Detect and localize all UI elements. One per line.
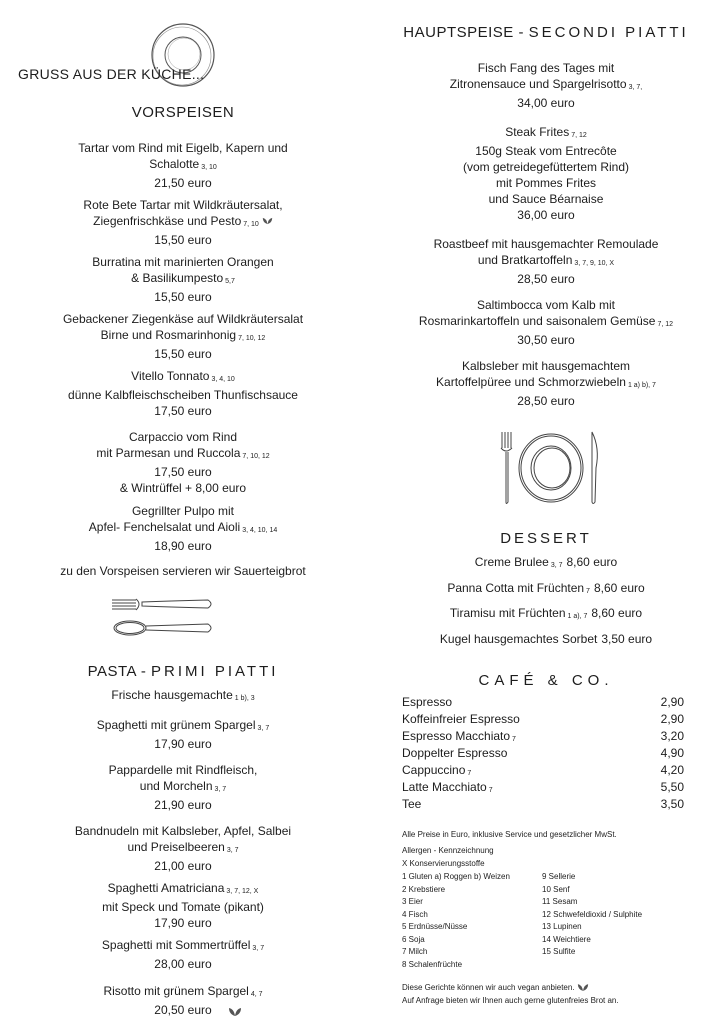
dish-line: Ziegenfrischkäse und Pesto 7, 10 — [18, 213, 348, 232]
pasta-subtitle-text: Frische hausgemachte — [111, 688, 233, 702]
allergen-code: 4, 7 — [250, 991, 263, 998]
hauptspeise-item — [388, 60, 704, 111]
vegan-note-text: Diese Gerichte können wir auch vegan anbieten. — [402, 983, 575, 992]
dish-price: 17,50 euro — [154, 465, 212, 479]
allergen-entry: 11 Sesam — [542, 897, 578, 906]
plate-icon — [496, 428, 606, 508]
dish-line: Pappardelle mit Rindfleisch, — [108, 763, 258, 777]
allergen-entry: 1 Gluten a) Roggen b) Weizen — [402, 872, 510, 881]
dish-line: & Basilikumpesto 5,7 — [131, 271, 235, 285]
gruss-heading: GRUSS AUS DER KÜCHE... — [18, 66, 205, 82]
dessert-name: Panna Cotta mit Früchten — [447, 581, 585, 595]
gluten-note: Auf Anfrage bieten wir Ihnen auch gerne glutenfreies Brot an. — [402, 996, 619, 1005]
dish-line: Zitronensauce und Spargelrisotto 3, 7, — [449, 77, 643, 91]
pasta-title — [18, 663, 348, 680]
allergen-code: 3, 7 — [252, 945, 265, 952]
cafe-name: Latte Macchiato — [402, 780, 487, 794]
dish-line: Fisch Fang des Tages mit — [477, 61, 615, 75]
allergen-code: 5,7 — [225, 278, 235, 285]
cafe-name-wrap — [402, 694, 452, 711]
cafe-name: Cappuccino — [402, 763, 466, 777]
dish-line: und Morcheln 3, 7 — [139, 779, 227, 793]
allergen-code: 3, 4, 10 — [211, 376, 235, 383]
dish-price: 20,50 euro — [154, 1003, 212, 1017]
allergen-code: 3, 7 — [214, 786, 227, 793]
allergen-entry: 5 Erdnüsse/Nüsse — [402, 922, 468, 931]
dish-line: Gebackener Ziegenkäse auf Wildkräutersalat — [62, 312, 304, 326]
dish-line: Risotto mit grünem Spargel 4, 7 — [103, 984, 263, 998]
allergen-entry: 7 Milch — [402, 947, 428, 956]
cafe-name: Koffeinfreier Espresso — [402, 712, 520, 726]
dish-line: dünne Kalbfleischscheiben Thunfischsauce — [68, 388, 298, 402]
allergen-code: 3, 7, 12, X — [226, 888, 259, 895]
cafe-name: Doppelter Espresso — [402, 746, 508, 760]
allergen-entry: 2 Krebstiere — [402, 884, 446, 894]
hauptspeise-item — [388, 124, 704, 223]
dish-line: Steak Frites 7, 12 — [505, 125, 587, 139]
hauptspeise-item — [388, 358, 704, 409]
dish-line: (vom getreidegefüttertem Rind) — [462, 160, 630, 174]
cafe-price: 2,90 — [660, 695, 684, 709]
dish-price: 17,90 euro — [154, 916, 212, 930]
dish-line: Roastbeef mit hausgemachter Remoulade — [433, 237, 659, 251]
dish-price: 17,90 euro — [154, 737, 212, 751]
dessert-price: 8,60 euro — [566, 555, 618, 569]
cafe-row — [402, 694, 684, 711]
bread-note: zu den Vorspeisen servieren wir Sauerteigbrot — [60, 564, 306, 578]
allergen-code: 3, 10 — [201, 164, 217, 171]
dish-line: und Preiselbeeren 3, 7 — [127, 840, 239, 854]
dessert-name: Tiramisu mit Früchten — [449, 606, 566, 620]
cafe-name-wrap — [402, 745, 507, 762]
allergen-code: 7 — [488, 787, 493, 794]
cafe-name: Espresso Macchiato — [402, 729, 511, 743]
dish-line: mit Speck und Tomate (pikant) — [102, 900, 264, 914]
cafe-name: Tee — [402, 797, 422, 811]
vorspeisen-title: VORSPEISEN — [131, 104, 235, 121]
dish-line: Rosmarinkartoffeln und saisonalem Gemüse 7, 12 — [418, 314, 674, 328]
dessert-price: 3,50 euro — [601, 632, 653, 646]
leaf-icon — [228, 1007, 242, 1017]
dish-line: mit Parmesan und Ruccola 7, 10, 12 — [96, 446, 270, 460]
dish-line: Birne und Rosmarinhonig 7, 10, 12 — [100, 328, 266, 342]
hauptspeise-item — [388, 297, 704, 348]
dish-line: Schalotte 3, 10 — [149, 157, 217, 171]
pasta-item — [18, 983, 348, 1018]
pasta-item — [18, 762, 348, 813]
dish-line: Rote Bete Tartar mit Wildkräutersalat, — [83, 198, 283, 212]
allergen-code: 3, 7, 9, 10, X — [574, 260, 615, 267]
dish-price: 15,50 euro — [154, 233, 212, 247]
dish-line: Kalbsleber mit hausgemachtem — [461, 359, 631, 373]
allergen-code: 7, 12 — [657, 321, 674, 328]
allergen-entry: 12 Schwefeldioxid / Sulphite — [542, 909, 643, 919]
dish-line: Gegrillter Pulpo mit — [131, 504, 235, 518]
allergen-entry: 14 Weichtiere — [542, 934, 591, 944]
allergen-code: 7, 12 — [571, 132, 587, 139]
vorspeisen-item — [18, 254, 348, 305]
allergen-entry: 10 Senf — [542, 884, 570, 894]
allergen-entry: 6 Soja — [402, 934, 425, 944]
allergen-legend — [402, 871, 702, 971]
allergen-entry: 15 Sulfite — [542, 947, 576, 956]
allergen-code: 3, 7 — [550, 562, 563, 569]
allergen-entry: 13 Lupinen — [542, 922, 582, 931]
dish-line: und Sauce Béarnaise — [488, 192, 604, 206]
dessert-title: DESSERT — [500, 530, 592, 547]
dish-line: Kartoffelpüree und Schmorzwiebeln 1 a) b), 7 — [436, 375, 656, 389]
allergen-code: 1 a), 7 — [567, 613, 588, 620]
dish-line: Burratina mit marinierten Orangen — [92, 255, 274, 269]
vorspeisen-item — [18, 197, 348, 248]
dessert-name: Creme Brulee — [474, 555, 549, 569]
dessert-item — [388, 580, 704, 599]
pasta-subtitle — [18, 687, 348, 706]
allergen-code: 7 — [586, 588, 590, 595]
allergen-code: 7, 10 — [243, 221, 259, 228]
pasta-item — [18, 823, 348, 874]
dessert-name: Kugel hausgemachtes Sorbet — [439, 632, 598, 646]
dessert-price: 8,60 euro — [593, 581, 645, 595]
dish-line: und Bratkartoffeln 3, 7, 9, 10, X — [477, 253, 615, 267]
cafe-name: Espresso — [402, 695, 453, 709]
dish-price: 30,50 euro — [517, 333, 575, 347]
allergen-col-1 — [402, 871, 542, 971]
dish-price: 28,50 euro — [517, 272, 575, 286]
allergen-entry: 3 Eier — [402, 897, 423, 906]
right-column — [388, 0, 704, 1024]
cafe-row — [402, 796, 684, 813]
dish-line: Apfel- Fenchelsalat und Aioli 3, 4, 10, 14 — [88, 520, 278, 534]
pasta-item — [18, 717, 348, 752]
allergen-code: 7 — [512, 736, 516, 743]
allergen-title: Allergen - Kennzeichnung — [402, 846, 494, 855]
cafe-name-wrap — [402, 796, 421, 813]
dish-line: Spaghetti mit grünem Spargel 3, 7 — [96, 718, 270, 732]
price-note: Alle Preise in Euro, inklusive Service und gesetzlicher MwSt. — [402, 830, 617, 839]
leaf-icon — [262, 217, 273, 225]
pasta-subtitle-allergens: 1 b), 3 — [234, 695, 255, 702]
cafe-price: 3,20 — [660, 729, 684, 743]
vorspeisen-item — [18, 368, 348, 419]
dish-line: Spaghetti mit Sommertrüffel 3, 7 — [101, 938, 265, 952]
pasta-item — [18, 880, 348, 931]
allergen-code: 3, 7 — [226, 847, 239, 854]
vorspeisen-item — [18, 503, 348, 554]
allergen-entry: 4 Fisch — [402, 909, 428, 919]
cutlery-icon — [108, 592, 218, 642]
dish-line: Carpaccio vom Rind — [128, 430, 238, 444]
dessert-price: 8,60 euro — [591, 606, 643, 620]
allergen-entry: 9 Sellerie — [542, 872, 576, 881]
dish-price: 34,00 euro — [517, 96, 575, 110]
dessert-item — [388, 554, 704, 573]
allergen-col-2 — [542, 871, 702, 959]
hauptspeise-title-b: SECONDI PIATTI — [528, 24, 689, 41]
pasta-item — [18, 937, 348, 972]
allergen-entry: 8 Schalenfrüchte — [402, 959, 463, 969]
allergen-code: 7, 10, 12 — [238, 335, 266, 342]
dish-price: 15,50 euro — [154, 290, 212, 304]
dish-price: 21,00 euro — [154, 859, 212, 873]
dish-price: 17,50 euro — [154, 404, 212, 418]
allergen-code: 7, 10, 12 — [242, 453, 270, 460]
allergen-code: 3, 4, 10, 14 — [242, 527, 278, 534]
cafe-price: 2,90 — [660, 712, 684, 726]
pasta-title-b: PRIMI PIATTI — [151, 663, 279, 680]
cafe-title: CAFÉ & CO. — [478, 672, 614, 689]
allergen-code: 7 — [467, 770, 472, 777]
vorspeisen-item — [18, 140, 348, 191]
dish-line: Bandnudeln mit Kalbsleber, Apfel, Salbei — [74, 824, 292, 838]
hauptspeise-title — [388, 24, 704, 41]
allergen-code: 1 a) b), 7 — [627, 382, 656, 389]
cafe-row — [402, 745, 684, 762]
cafe-price: 4,90 — [660, 746, 684, 760]
x-note: X Konservierungsstoffe — [402, 859, 485, 868]
dish-price: 36,00 euro — [517, 208, 575, 222]
dish-line: Vitello Tonnato 3, 4, 10 — [131, 369, 235, 383]
dish-price: 18,90 euro — [154, 539, 212, 553]
dish-extra: & Wintrüffel + 8,00 euro — [119, 481, 247, 495]
allergen-code: 3, 7 — [257, 725, 270, 732]
dessert-item — [388, 631, 704, 647]
left-column — [18, 0, 348, 1024]
dish-price: 28,00 euro — [154, 957, 212, 971]
dish-line: mit Pommes Frites — [495, 176, 596, 190]
dish-line: Saltimbocca vom Kalb mit — [476, 298, 616, 312]
allergen-code: 3, 7, — [628, 84, 643, 91]
cafe-price: 5,50 — [660, 780, 684, 794]
cafe-price: 4,20 — [660, 763, 684, 777]
pasta-title-a: PASTA - — [87, 663, 152, 680]
cafe-name-wrap — [402, 711, 520, 728]
cafe-price: 3,50 — [660, 797, 684, 811]
dish-price: 21,50 euro — [154, 176, 212, 190]
dish-price: 28,50 euro — [517, 394, 575, 408]
dish-price: 15,50 euro — [154, 347, 212, 361]
cafe-row — [402, 711, 684, 728]
dish-price: 21,90 euro — [154, 798, 212, 812]
leaf-icon — [577, 983, 589, 992]
vorspeisen-item — [18, 429, 348, 496]
hauptspeise-title-a: HAUPTSPEISE - — [403, 24, 529, 41]
vorspeisen-item — [18, 311, 348, 362]
hauptspeise-item — [388, 236, 704, 287]
dish-line: Tartar vom Rind mit Eigelb, Kapern und — [78, 141, 288, 155]
vegan-note — [402, 982, 702, 995]
dish-line: 150g Steak vom Entrecôte — [475, 144, 617, 158]
dessert-item — [388, 605, 704, 624]
dish-line: Spaghetti Amatriciana 3, 7, 12, X — [107, 881, 259, 895]
